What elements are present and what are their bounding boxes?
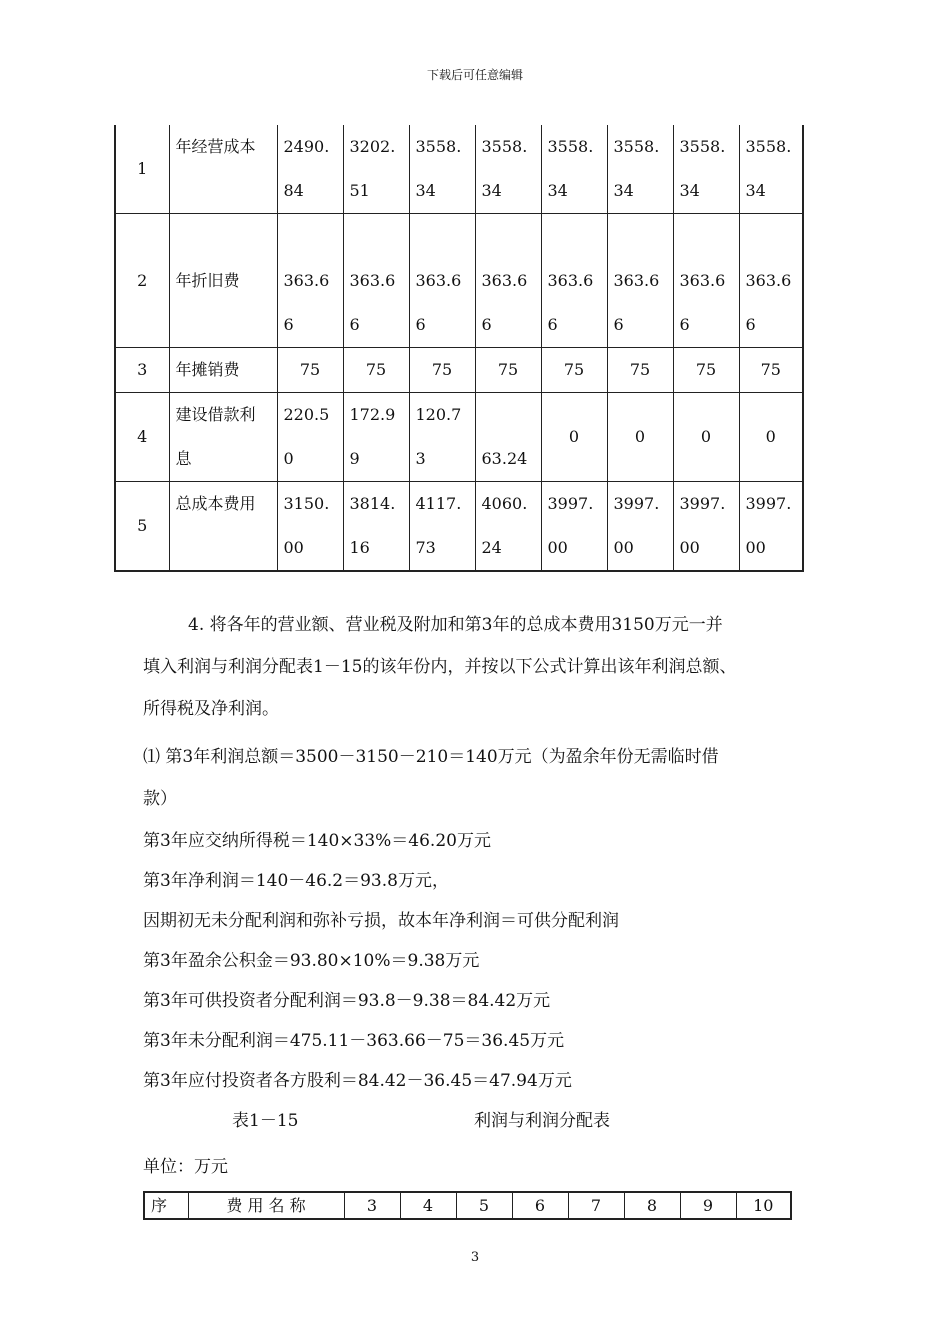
calc-1-line1: ⑴ 第3年利润总额＝3500－3150－210＝140万元（为盈余年份无需临时借 bbox=[143, 747, 719, 767]
cost-value-cell: 0 bbox=[673, 393, 739, 482]
cost-table-row bbox=[115, 348, 803, 393]
calc-net: 第3年净利润＝140－46.2＝93.8万元， bbox=[143, 871, 449, 891]
cost-value-cell: 120.73 bbox=[409, 393, 475, 482]
profit-header-cell: 6 bbox=[512, 1192, 568, 1219]
cost-value-cell: 75 bbox=[541, 348, 607, 393]
cost-item-name: 建设借款利息 bbox=[169, 393, 277, 482]
cost-value-cell: 3558.34 bbox=[409, 125, 475, 214]
cost-value-cell: 75 bbox=[739, 348, 803, 393]
cost-value-cell: 3997.00 bbox=[607, 482, 673, 572]
unit-label: 单位：万元 bbox=[143, 1157, 228, 1177]
profit-header-cell: 3 bbox=[344, 1192, 400, 1219]
row-index: 1 bbox=[137, 159, 148, 178]
profit-header-cell: 5 bbox=[456, 1192, 512, 1219]
cost-value-cell: 3997.00 bbox=[739, 482, 803, 572]
cost-value-cell: 3814.16 bbox=[343, 482, 409, 572]
cost-value-cell: 363.66 bbox=[277, 214, 343, 348]
cost-item-name: 年摊销费 bbox=[169, 348, 277, 393]
cost-value-cell: 3558.34 bbox=[673, 125, 739, 214]
paragraph-4-line1: 4. 将各年的营业额、营业税及附加和第3年的总成本费用3150万元一并 bbox=[188, 615, 723, 635]
cost-value-cell: 75 bbox=[277, 348, 343, 393]
cost-value-cell: 75 bbox=[607, 348, 673, 393]
row-index: 2 bbox=[115, 214, 169, 348]
cost-value-cell: 63.24 bbox=[475, 393, 541, 482]
cost-table bbox=[114, 125, 804, 572]
calc-note: 因期初无未分配利润和弥补亏损，故本年净利润＝可供分配利润 bbox=[143, 911, 619, 931]
table-number: 表1－15 bbox=[232, 1111, 299, 1131]
cost-value-cell: 363.66 bbox=[673, 214, 739, 348]
cost-value-cell: 3202.51 bbox=[343, 125, 409, 214]
profit-header-cell: 费 用 名 称 bbox=[188, 1192, 344, 1219]
profit-table-header-row bbox=[144, 1192, 791, 1219]
cost-table-row bbox=[115, 482, 803, 572]
profit-header-cell: 4 bbox=[400, 1192, 456, 1219]
header-note: 下载后可任意编辑 bbox=[426, 68, 523, 82]
cost-item-name: 总成本费用 bbox=[169, 482, 277, 572]
calc-reserve: 第3年盈余公积金＝93.80×10%＝9.38万元 bbox=[143, 951, 480, 971]
calc-dividend: 第3年应付投资者各方股利＝84.42－36.45＝47.94万元 bbox=[143, 1071, 572, 1091]
paragraph-4-line3: 所得税及净利润。 bbox=[143, 699, 279, 719]
table-title: 利润与利润分配表 bbox=[474, 1111, 610, 1131]
profit-header-cell: 9 bbox=[680, 1192, 736, 1219]
page-number: 3 bbox=[470, 1250, 480, 1265]
cost-table-row bbox=[115, 393, 803, 482]
cost-value-cell: 3558.34 bbox=[739, 125, 803, 214]
cost-table-row bbox=[115, 214, 803, 348]
cost-value-cell: 363.66 bbox=[343, 214, 409, 348]
cost-value-cell: 363.66 bbox=[475, 214, 541, 348]
profit-header-cell: 序 bbox=[151, 1196, 168, 1215]
profit-table bbox=[143, 1191, 792, 1220]
row-index: 4 bbox=[115, 393, 169, 482]
cost-value-cell: 363.66 bbox=[739, 214, 803, 348]
cost-value-cell: 3150.00 bbox=[277, 482, 343, 572]
cost-value-cell: 363.66 bbox=[409, 214, 475, 348]
cost-value-cell: 0 bbox=[739, 393, 803, 482]
row-index: 5 bbox=[115, 482, 169, 572]
cost-value-cell: 363.66 bbox=[541, 214, 607, 348]
cost-value-cell: 0 bbox=[541, 393, 607, 482]
cost-item-name: 年经营成本 bbox=[169, 125, 277, 214]
cost-value-cell: 363.66 bbox=[607, 214, 673, 348]
cost-value-cell: 220.50 bbox=[277, 393, 343, 482]
cost-value-cell: 172.99 bbox=[343, 393, 409, 482]
paragraph-4-line2: 填入利润与利润分配表1－15的该年份内，并按以下公式计算出该年利润总额、 bbox=[143, 657, 737, 677]
cost-value-cell: 2490.84 bbox=[277, 125, 343, 214]
cost-value-cell: 4117.73 bbox=[409, 482, 475, 572]
profit-header-cell: 7 bbox=[568, 1192, 624, 1219]
cost-value-cell: 4060.24 bbox=[475, 482, 541, 572]
calc-distributable: 第3年可供投资者分配利润＝93.8－9.38＝84.42万元 bbox=[143, 991, 551, 1011]
cost-value-cell: 3997.00 bbox=[541, 482, 607, 572]
calc-1-line2: 款） bbox=[143, 789, 177, 809]
row-index: 3 bbox=[115, 348, 169, 393]
profit-header-cell: 8 bbox=[624, 1192, 680, 1219]
cost-value-cell: 3558.34 bbox=[607, 125, 673, 214]
calc-undistributed: 第3年未分配利润＝475.11－363.66－75＝36.45万元 bbox=[143, 1031, 565, 1051]
cost-value-cell: 0 bbox=[607, 393, 673, 482]
cost-value-cell: 75 bbox=[475, 348, 541, 393]
cost-value-cell: 75 bbox=[409, 348, 475, 393]
cost-value-cell: 75 bbox=[343, 348, 409, 393]
cost-item-name: 年折旧费 bbox=[169, 214, 277, 348]
cost-value-cell: 3558.34 bbox=[541, 125, 607, 214]
cost-value-cell: 3997.00 bbox=[673, 482, 739, 572]
cost-table-row bbox=[115, 125, 803, 214]
calc-tax: 第3年应交纳所得税＝140×33%＝46.20万元 bbox=[143, 831, 491, 851]
cost-value-cell: 75 bbox=[673, 348, 739, 393]
cost-value-cell: 3558.34 bbox=[475, 125, 541, 214]
profit-header-cell: 10 bbox=[736, 1192, 791, 1219]
